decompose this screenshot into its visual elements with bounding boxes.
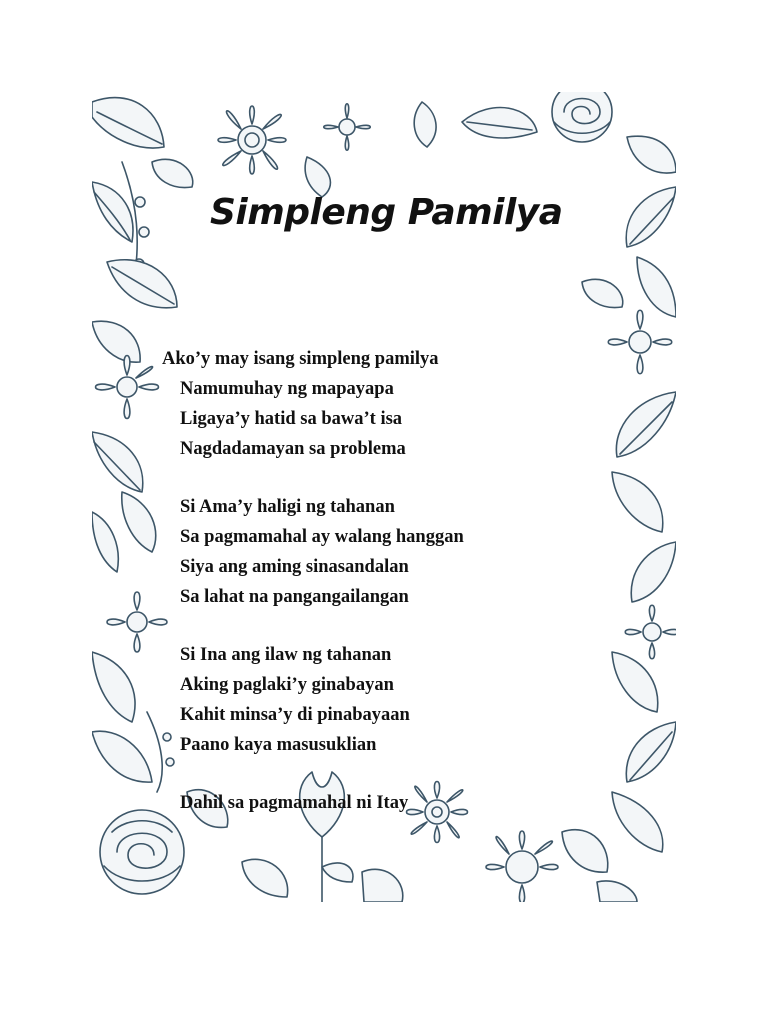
poem-line: Aking paglaki’y ginabayan [180,675,394,695]
poem-title: Simpleng Pamilya [210,192,563,233]
stanza-2 [162,492,542,612]
poem-line: Si Ina ang ilaw ng tahanan [180,645,392,665]
stanza-3 [162,640,542,760]
poem-line: Dahil sa pagmamahal ni Itay [180,793,409,813]
poem-line: Ligaya’y hatid sa bawa’t isa [180,409,403,429]
poem-page [92,92,676,902]
poem-line: Ako’y may isang simpleng pamilya [162,349,439,369]
poem-line: Namumuhay ng mapayapa [180,379,394,399]
poem-line: Siya ang aming sinasandalan [180,557,409,577]
poem-line: Sa lahat na pangangailangan [180,587,409,607]
poem-line: Kahit minsa’y di pinabayaan [180,705,410,725]
poem-body [162,344,542,846]
poem-line: Sa pagmamahal ay walang hanggan [180,527,464,547]
stanza-4 [162,788,542,818]
poem-line: Paano kaya masusuklian [180,735,377,755]
poem-line: Nagdadamayan sa problema [180,439,406,459]
stanza-1 [162,344,542,464]
poem-line: Si Ama’y haligi ng tahanan [180,497,395,517]
